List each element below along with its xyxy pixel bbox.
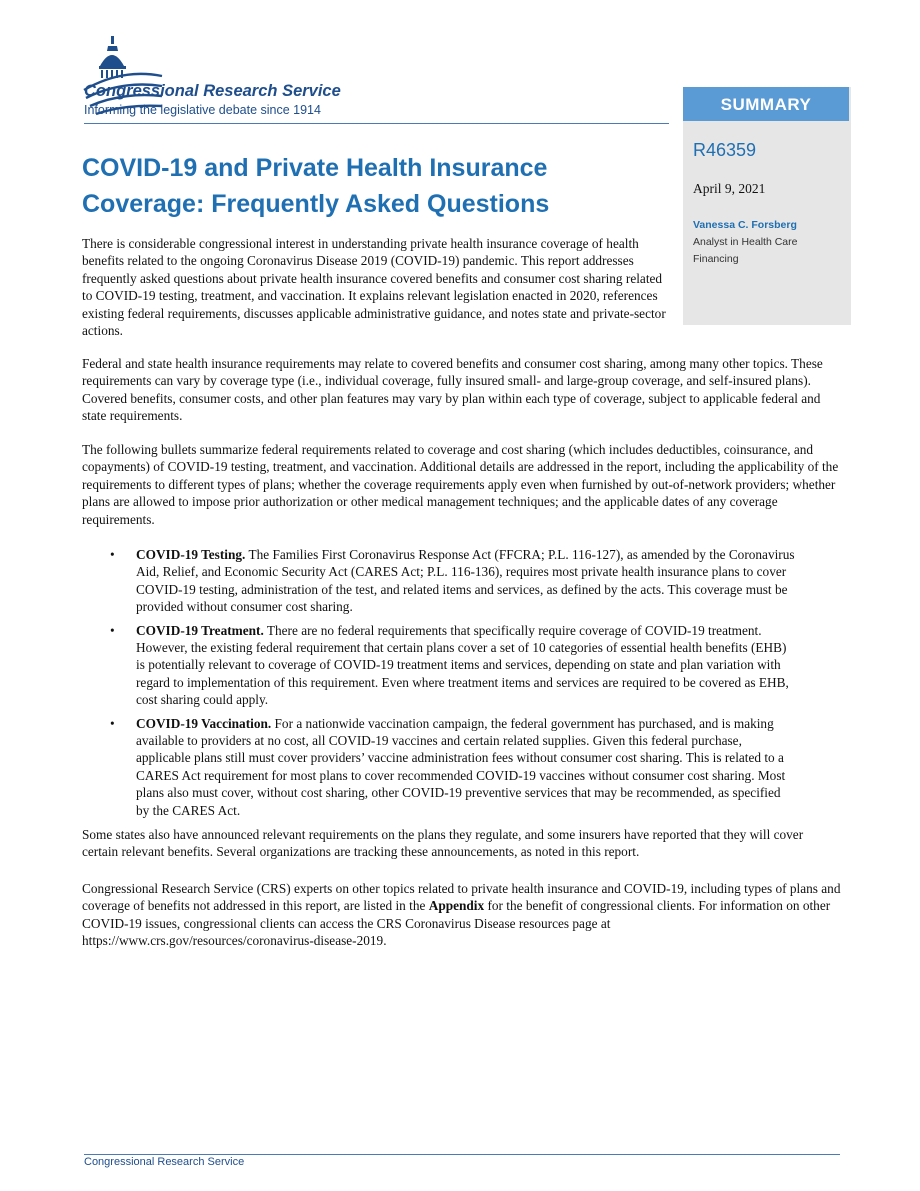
bullet-text: The Families First Coronavirus Response Act (FFCRA; P.L. 116-127), as amended by the Coronavirus Aid, Relief, and Economic Security Act (CARES Act; P.L. 116-136), requires most private health insurance plans to cover COVID-19 testing, administration of the test, and related items and services, as defined by the acts. This coverage must be provided without consumer cost sharing. <box>136 547 795 615</box>
bullet-text: There are no federal requirements that specifically require coverage of COVID-19 treatment. However, the existing federal requirement that certain plans cover a set of 10 categories of essential health benefits (EHB) is potentially relevant to coverage of COVID-19 treatment items and services, depending on state and plan variation with regard to implementation of this requirement. Even where treatment items and services are required to be covered as EHB, cost sharing could apply. <box>136 622 789 708</box>
summary-paragraph-3: The following bullets summarize federal requirements related to coverage and cost sharing (which includes deductibles, coinsurance, and copayments) of COVID-19 testing, treatment, and vaccination. Additional details are addressed in the report, including the applicability of the requirements to different types of plans; whether the coverage requirements apply even when furnished by out-of-network providers; whether plans are allowed to impose prior authorization or other medical management techniques; and the applicable dates of any coverage requirements. <box>82 442 839 527</box>
summary-paragraph-1: There is considerable congressional interest in understanding private health insurance coverage of health benefits related to the ongoing Coronavirus Disease 2019 (COVID-19) pandemic. This report addresses frequently asked questions about private health insurance covered benefits and consumer cost sharing related to COVID-19 testing, treatment, and vaccination. It explains relevant legislation enacted in 2020, references existing federal requirements, discusses applicable administrative guidance, and notes state and private-sector actions. <box>82 236 666 339</box>
summary-paragraph-5 <box>82 880 842 950</box>
bullet-heading: COVID-19 Vaccination. <box>136 715 272 731</box>
bullet-icon: • <box>110 547 115 562</box>
summary-sidebar <box>683 87 851 325</box>
footer-text: Congressional Research Service <box>84 1156 245 1168</box>
author-name: Vanessa C. Forsberg <box>693 219 797 231</box>
bullet-item-testing <box>110 546 796 616</box>
paragraph-text: for the benefit of congressional clients. For information on other COVID-19 issues, congressional clients can access the CRS Coronavirus Disease resources page at https://www.crs.gov/resources/coronavirus-disease-2019. <box>82 898 831 949</box>
bullet-item-treatment <box>110 622 796 709</box>
summary-paragraph-2: Federal and state health insurance requirements may relate to covered benefits and consumer cost sharing, among many other topics. These requirements can vary by coverage type (i.e., individual coverage, fully insured small- and large-group coverage, and self-insured plans). Covered benefits, consumer costs, and other plan features may vary by plan within each type of coverage, subject to applicable federal and state requirements. <box>82 356 823 424</box>
bullet-icon: • <box>110 715 115 731</box>
footer-divider <box>84 1154 840 1155</box>
bullet-heading: COVID-19 Testing. <box>136 547 246 562</box>
paragraph-text: Congressional Research Service (CRS) experts on other topics related to private health insurance and COVID-19, including types of plans and coverage of benefits not addressed in this report, are listed in the <box>82 881 841 914</box>
org-name: Congressional Research Service <box>84 82 341 100</box>
author-title: Analyst in Health Care Financing <box>693 236 798 265</box>
summary-label: SUMMARY <box>683 87 849 121</box>
report-number: R46359 <box>693 140 757 160</box>
bullet-heading: COVID-19 Treatment. <box>136 622 264 638</box>
bullet-text: For a nationwide vaccination campaign, the federal government has purchased, and is making available to providers at no cost, all COVID-19 vaccines and certain related supplies. Given this federal purchase, applicable plans still must cover providers’ vaccine administration fees without consumer cost sharing. This is related to a CARES Act requirement for most plans to cover recommended COVID-19 vaccines without consumer cost sharing. Most plans also must cover, without cost sharing, other COVID-19 preventive services that may be recommended, as specified by the CARES Act. <box>136 715 786 818</box>
report-date: April 9, 2021 <box>693 181 766 196</box>
summary-paragraph-4: Some states also have announced relevant requirements on the plans they regulate, and some insurers have reported that they will cover certain relevant benefits. Several organizations are tracking these announcements, as noted in this report. <box>82 827 804 860</box>
report-title: COVID-19 and Private Health Insurance Coverage: Frequently Asked Questions <box>82 154 550 218</box>
appendix-reference: Appendix <box>428 898 485 914</box>
bullet-item-vaccination <box>110 715 796 819</box>
requirements-bullet-list <box>110 546 796 825</box>
header-divider <box>84 123 669 124</box>
org-tagline: Informing the legislative debate since 1914 <box>84 103 321 117</box>
bullet-icon: • <box>110 622 115 638</box>
